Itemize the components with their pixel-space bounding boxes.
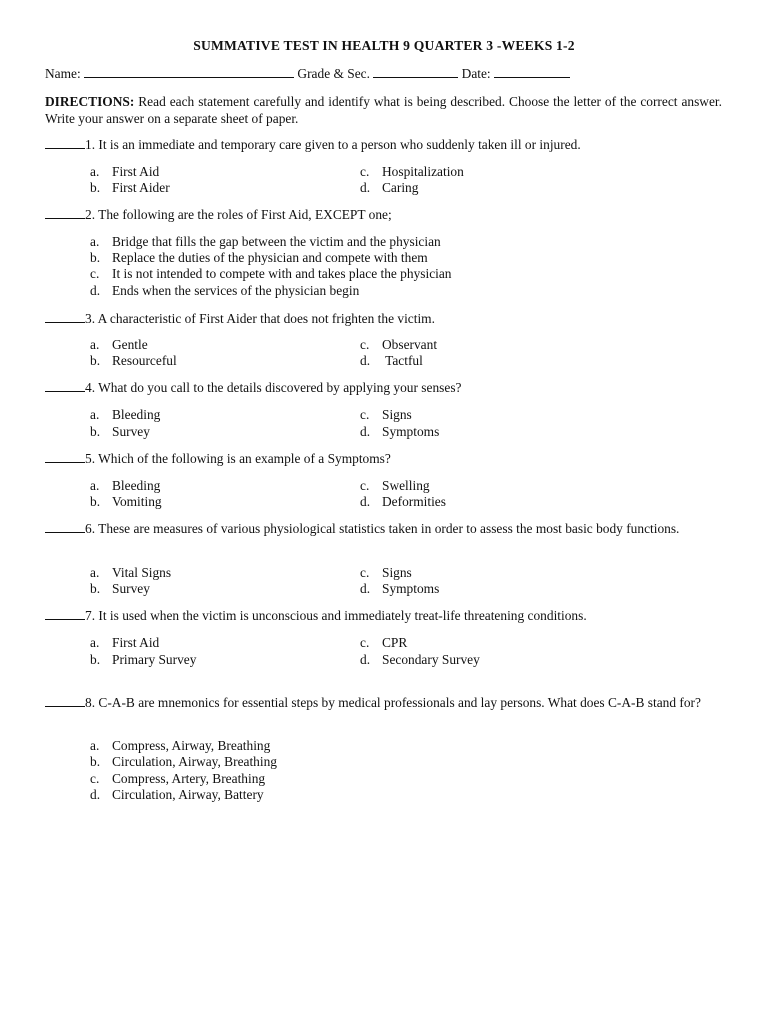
question-number: 1. [85, 137, 96, 152]
option-7a[interactable]: a. First Aid [90, 635, 160, 650]
option-3a[interactable]: a. Gentle [90, 337, 148, 352]
grade-label: Grade & Sec. [297, 66, 370, 81]
option-8a[interactable]: a. Compress, Airway, Breathing [90, 738, 271, 753]
question-number: 8. [85, 695, 96, 710]
option-7d[interactable]: d. Secondary Survey [360, 652, 480, 667]
answer-blank-6[interactable] [45, 521, 85, 533]
option-7b[interactable]: b. Primary Survey [90, 652, 197, 667]
question-5 [45, 451, 722, 468]
directions-text: Read each statement carefully and identify what is being described. Choose the letter of the correct answer. Write your answer on a separate sheet of paper. [45, 94, 722, 126]
name-label: Name: [45, 66, 81, 81]
question-6 [45, 521, 722, 538]
option-3b[interactable]: b. Resourceful [90, 353, 177, 368]
answer-blank-7[interactable] [45, 608, 85, 620]
question-3 [45, 311, 722, 328]
option-8c[interactable]: c. Compress, Artery, Breathing [90, 771, 266, 786]
question-text: C-A-B are mnemonics for essential steps by medical professionals and lay persons. What does C-A-B stand for? [98, 695, 701, 710]
option-6c[interactable]: c. Signs [360, 565, 412, 580]
question-text: What do you call to the details discovered by applying your senses? [98, 380, 462, 395]
header-line [45, 66, 570, 82]
answer-blank-2[interactable] [45, 207, 85, 219]
option-4c[interactable]: c. Signs [360, 407, 412, 422]
option-1c[interactable]: c. Hospitalization [360, 164, 464, 179]
option-1b[interactable]: b. First Aider [90, 180, 170, 195]
option-5d[interactable]: d. Deformities [360, 494, 446, 509]
question-text: These are measures of various physiological statistics taken in order to assess the most basic body functions. [98, 521, 680, 536]
question-text: The following are the roles of First Aid, EXCEPT one; [98, 207, 392, 222]
question-number: 4. [85, 380, 96, 395]
option-5a[interactable]: a. Bleeding [90, 478, 161, 493]
date-label: Date: [461, 66, 491, 81]
answer-blank-3[interactable] [45, 311, 85, 323]
option-3c[interactable]: c. Observant [360, 337, 438, 352]
question-text: It is an immediate and temporary care given to a person who suddenly taken ill or injured. [98, 137, 581, 152]
directions-label: DIRECTIONS: [45, 94, 135, 109]
option-4b[interactable]: b. Survey [90, 424, 150, 439]
question-7 [45, 608, 722, 625]
option-4d[interactable]: d. Symptoms [360, 424, 440, 439]
answer-blank-5[interactable] [45, 451, 85, 463]
option-6a[interactable]: a. Vital Signs [90, 565, 172, 580]
option-6d[interactable]: d. Symptoms [360, 581, 440, 596]
question-text: A characteristic of First Aider that does not frighten the victim. [97, 311, 435, 326]
date-field[interactable] [494, 66, 570, 78]
question-number: 7. [85, 608, 96, 623]
directions [45, 94, 722, 127]
option-2d[interactable]: d. Ends when the services of the physician begin [90, 283, 360, 298]
question-4 [45, 380, 722, 397]
grade-field[interactable] [373, 66, 458, 78]
name-field[interactable] [84, 66, 294, 78]
question-2 [45, 207, 722, 224]
option-4a[interactable]: a. Bleeding [90, 407, 161, 422]
option-6b[interactable]: b. Survey [90, 581, 150, 596]
option-1d[interactable]: d. Caring [360, 180, 419, 195]
option-5b[interactable]: b. Vomiting [90, 494, 162, 509]
question-8 [45, 695, 722, 712]
answer-blank-8[interactable] [45, 695, 85, 707]
question-number: 2. [85, 207, 96, 222]
option-8d[interactable]: d. Circulation, Airway, Battery [90, 787, 264, 802]
question-text: It is used when the victim is unconscious and immediately treat-life threatening conditions. [98, 608, 587, 623]
question-number: 5. [85, 451, 96, 466]
question-number: 3. [85, 311, 96, 326]
option-7c[interactable]: c. CPR [360, 635, 408, 650]
option-5c[interactable]: c. Swelling [360, 478, 430, 493]
answer-blank-4[interactable] [45, 380, 85, 392]
question-text: Which of the following is an example of a Symptoms? [98, 451, 391, 466]
option-2b[interactable]: b. Replace the duties of the physician and compete with them [90, 250, 428, 265]
option-1a[interactable]: a. First Aid [90, 164, 160, 179]
question-number: 6. [85, 521, 96, 536]
option-2a[interactable]: a. Bridge that fills the gap between the victim and the physician [90, 234, 441, 249]
question-1 [45, 137, 722, 154]
option-8b[interactable]: b. Circulation, Airway, Breathing [90, 754, 277, 769]
option-3d[interactable]: d. Tactful [360, 353, 423, 368]
option-2c[interactable]: c. It is not intended to compete with and takes place the physician [90, 266, 452, 281]
answer-blank-1[interactable] [45, 137, 85, 149]
page-title: SUMMATIVE TEST IN HEALTH 9 QUARTER 3 -WEEKS 1-2 [193, 38, 575, 53]
